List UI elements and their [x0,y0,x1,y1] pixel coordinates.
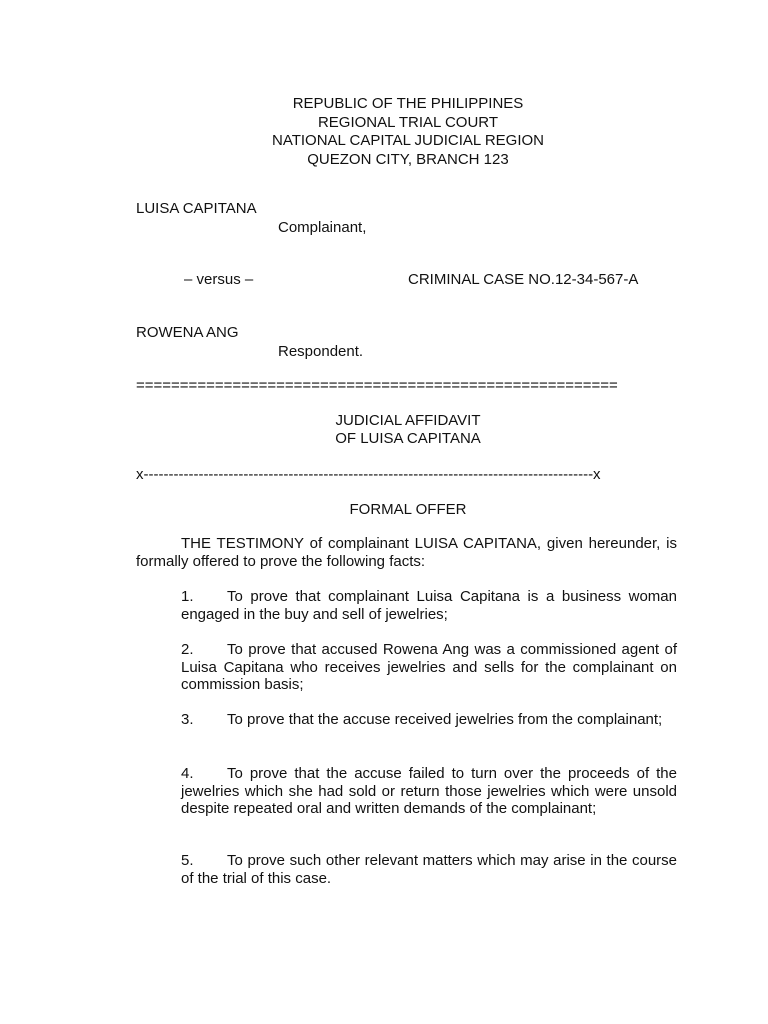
list-item-number: 5. [181,852,194,869]
list-item-text: To prove that accused Rowena Ang was a commissioned agent of Luisa Capitana who receives jewelries and sells for the complainant on commission basis; [181,641,677,693]
list-item [181,711,677,729]
list-item-number: 2. [181,641,194,658]
list-item [181,852,677,887]
list-item-number: 3. [181,711,194,728]
intro-paragraph: THE TESTIMONY of complainant LUISA CAPITANA, given hereunder, is formally offered to prove the following facts: [136,535,677,570]
header-line-court: REGIONAL TRIAL COURT [317,113,499,131]
header-line-branch: QUEZON CITY, BRANCH 123 [307,150,509,168]
section-heading: FORMAL OFFER [349,501,467,518]
respondent-role: Respondent. [278,343,364,360]
list-item-text: To prove such other relevant matters which may arise in the course of the trial of this case. [181,852,677,887]
list-item-number: 1. [181,588,194,605]
court-header [0,95,768,169]
case-number: CRIMINAL CASE NO.12-34-567-A [408,271,639,288]
respondent-name: ROWENA ANG [136,324,239,341]
equals-separator: ======================================================= [136,377,618,394]
list-item-text: To prove that the accuse received jewelries from the complainant; [227,711,663,728]
list-item-number: 4. [181,765,194,782]
complainant-name: LUISA CAPITANA [136,200,257,217]
list-item [181,588,677,623]
complainant-role: Complainant, [278,219,367,236]
list-item-text: To prove that the accuse failed to turn over the proceeds of the jewelries which she had sold or return those jewelries which were unsold despite repeated oral and written demands of the complainant; [181,765,677,817]
dashed-separator: x------------------------------------------------------------------------------------------x [136,466,601,483]
header-line-region: NATIONAL CAPITAL JUDICIAL REGION [272,132,544,149]
list-item [181,641,677,694]
affidavit-title-line2: OF LUISA CAPITANA [335,430,481,447]
versus-label: – versus – [184,271,254,288]
list-item-text: To prove that complainant Luisa Capitana is a business woman engaged in the buy and sell of jewelries; [181,588,677,623]
header-line-republic: REPUBLIC OF THE PHILIPPINES [292,95,524,112]
list-item [181,765,677,818]
affidavit-title-line1: JUDICIAL AFFIDAVIT [335,412,481,429]
